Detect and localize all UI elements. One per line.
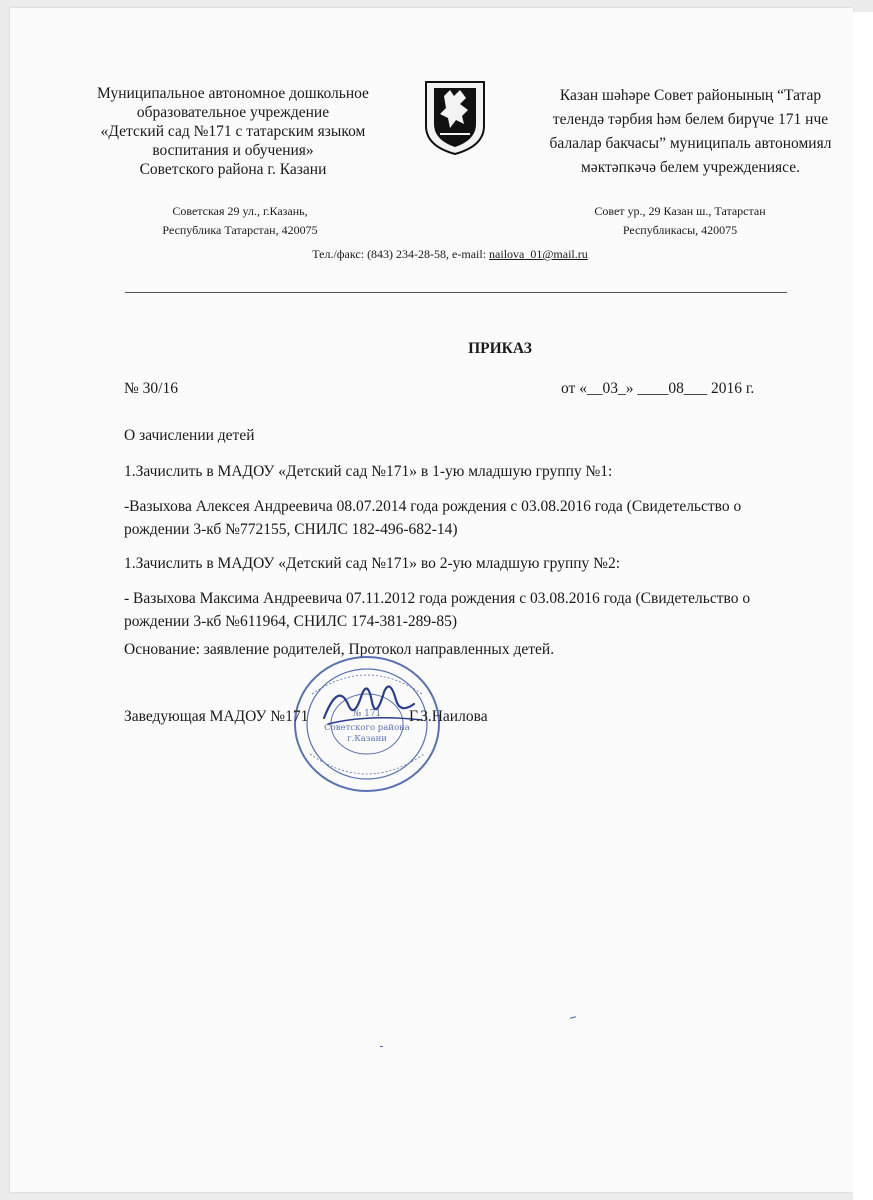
address-line: Республикасы, 420075 [622,223,738,237]
address-line: Республика Татарстан, 420075 [162,223,318,237]
item1-heading: 1.Зачислить в МАДОУ «Детский сад №171» в 1-ую младшую группу №1: [124,463,613,480]
kazan-coat-of-arms-icon [420,78,490,156]
header-left-line: Муниципальное автономное дошкольное [97,85,369,102]
svg-text:№ 171: № 171 [352,709,382,719]
header-left-line: воспитания и обучения» [152,142,314,159]
svg-text:Советского района: Советского района [324,723,410,733]
header-left-line: образовательное учреждение [136,104,330,121]
address-line: Советская 29 ул., г.Казань, [172,204,308,218]
order-title: ПРИКАЗ [468,340,532,357]
item2-line: - Вазыхова Максима Андреевича 07.11.2012 года рождения с 03.08.2016 года (Свидетельство о [124,590,751,607]
item1-line: -Вазыхова Алексея Андреевича 08.07.2014 года рождения с 03.08.2016 года (Свидетельство о [124,498,742,515]
order-basis: Основание: заявление родителей, Протокол направленных детей. [124,641,555,658]
header-right-line: Казан шәһәре Совет районының “Татар [559,87,822,104]
order-date: от «__03_» ____08___ 2016 г. [561,380,755,397]
address-line: Совет ур., 29 Казан ш., Татарстан [594,204,766,218]
header-org-tatar [518,84,863,180]
header-right-line: балалар бакчасы” муниципаль автономиял [549,135,832,152]
order-subject: О зачислении детей [124,427,255,444]
scan-edge [853,12,873,1200]
address-russian [120,202,360,240]
scan-speck [380,1046,383,1047]
phone-fax: Тел./факс: (843) 234-28-58, e-mail: [312,247,490,261]
svg-text:г.Казани: г.Казани [347,734,387,744]
header-divider [125,292,787,293]
header-right-line: телендә тәрбия һәм белем бирүче 171 нче [552,111,829,128]
email-link[interactable]: nailova_01@mail.ru [489,247,588,261]
order-number: № 30/16 [124,380,178,397]
header-org-russian [68,84,398,179]
header-left-line: «Детский сад №171 с татарским языком [100,123,366,140]
item2-heading: 1.Зачислить в МАДОУ «Детский сад №171» во 2-ую младшую группу №2: [124,555,620,572]
contacts-line [170,247,730,262]
item1-line: рождении 3-кб №772155, СНИЛС 182-496-682-14) [124,521,458,538]
signatory-name: Г.З.Наилова [409,708,488,725]
address-tatar [560,202,800,240]
signatory-position: Заведующая МАДОУ №171 [124,708,309,725]
header-right-line: мәктәпкәчә белем учреждениясе. [581,159,800,176]
header-left-line: Советского района г. Казани [139,161,327,178]
item2-line: рождении 3-кб №611964, СНИЛС 174-381-289-85) [124,613,457,630]
